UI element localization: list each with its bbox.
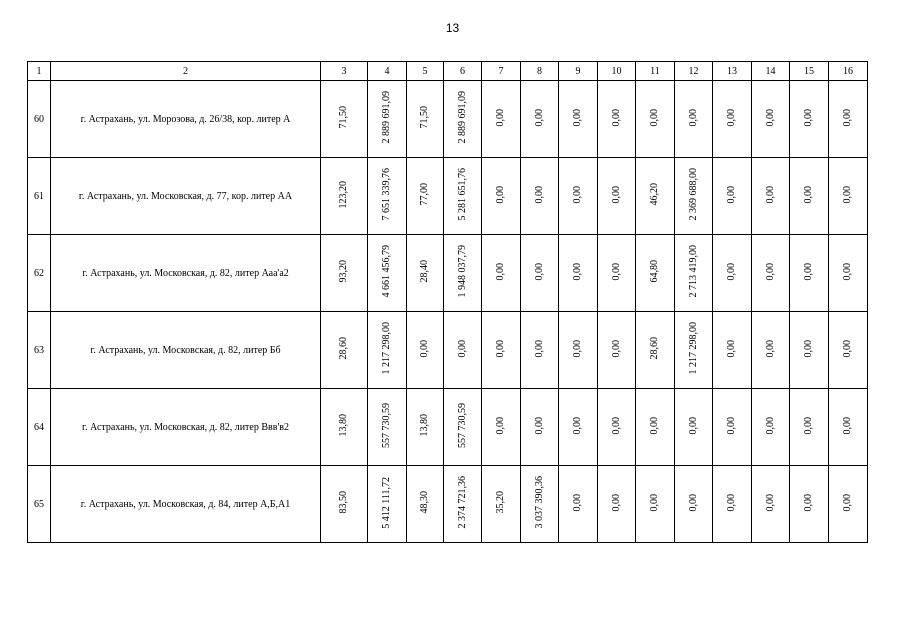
value-cell <box>752 235 790 312</box>
value-text: 0,00 <box>803 185 814 204</box>
value-text: 28,40 <box>419 260 430 283</box>
value-cell <box>559 466 598 543</box>
value-cell <box>636 466 675 543</box>
value-text: 0,00 <box>764 416 776 435</box>
value-cell <box>713 312 752 389</box>
column-header: 12 <box>675 62 713 81</box>
column-header: 10 <box>598 62 636 81</box>
table-row <box>28 389 868 466</box>
value-text: 0,00 <box>495 185 506 204</box>
value-text: 0,00 <box>764 185 776 204</box>
value-text: 93,20 <box>338 260 349 283</box>
value-cell <box>675 235 713 312</box>
value-cell <box>829 81 868 158</box>
value-text: 71,50 <box>419 106 430 129</box>
value-text: 48,30 <box>419 491 430 514</box>
value-text: 0,00 <box>572 262 583 281</box>
value-text: 1 217 298,00 <box>687 322 699 375</box>
value-text: 83,50 <box>338 491 349 514</box>
value-text: 123,20 <box>338 180 349 209</box>
value-cell <box>368 466 407 543</box>
value-cell <box>675 312 713 389</box>
row-number: 62 <box>28 235 51 312</box>
value-text: 3 037 390,36 <box>533 476 545 529</box>
value-cell <box>675 158 713 235</box>
row-number: 65 <box>28 466 51 543</box>
value-cell <box>829 235 868 312</box>
value-text: 0,00 <box>572 185 583 204</box>
address-cell: г. Астрахань, ул. Московская, д. 82, литер Ввв'в2 <box>51 389 321 466</box>
column-header: 14 <box>752 62 790 81</box>
value-cell <box>790 312 829 389</box>
value-cell <box>636 235 675 312</box>
address-cell: г. Астрахань, ул. Московская, д. 82, литер Ааа'а2 <box>51 235 321 312</box>
column-header: 3 <box>321 62 368 81</box>
value-text: 71,50 <box>338 106 349 129</box>
value-cell <box>559 312 598 389</box>
row-number: 61 <box>28 158 51 235</box>
value-cell <box>521 389 559 466</box>
value-cell <box>482 81 521 158</box>
column-header: 11 <box>636 62 675 81</box>
value-cell <box>790 466 829 543</box>
value-cell <box>598 81 636 158</box>
value-cell <box>829 389 868 466</box>
value-text: 0,00 <box>726 493 737 512</box>
value-cell <box>790 158 829 235</box>
value-cell <box>636 312 675 389</box>
table-row <box>28 235 868 312</box>
value-cell <box>407 235 444 312</box>
column-header: 9 <box>559 62 598 81</box>
value-text: 0,00 <box>649 493 660 512</box>
value-text: 0,00 <box>726 339 737 358</box>
value-cell <box>482 235 521 312</box>
value-cell <box>829 312 868 389</box>
value-text: 0,00 <box>842 493 853 512</box>
value-text: 0,00 <box>764 493 776 512</box>
column-header: 4 <box>368 62 407 81</box>
value-text: 2 374 721,36 <box>456 476 468 529</box>
value-cell <box>598 158 636 235</box>
value-text: 28,60 <box>338 337 349 360</box>
value-cell <box>482 466 521 543</box>
value-cell <box>444 389 482 466</box>
value-text: 4 661 456,79 <box>381 245 392 298</box>
value-cell <box>321 389 368 466</box>
value-cell <box>598 466 636 543</box>
value-cell <box>407 466 444 543</box>
value-text: 0,00 <box>533 262 545 281</box>
value-text: 0,00 <box>649 416 660 435</box>
value-text: 2 889 691,09 <box>381 91 392 144</box>
value-cell <box>321 466 368 543</box>
value-cell <box>713 389 752 466</box>
value-cell <box>368 158 407 235</box>
value-text: 2 889 691,09 <box>456 91 468 144</box>
value-cell <box>713 158 752 235</box>
value-cell <box>321 312 368 389</box>
value-text: 35,20 <box>495 491 506 514</box>
value-cell <box>598 312 636 389</box>
value-text: 0,00 <box>533 416 545 435</box>
column-header: 1 <box>28 62 51 81</box>
value-cell <box>636 81 675 158</box>
value-cell <box>521 466 559 543</box>
value-text: 64,80 <box>649 260 660 283</box>
value-cell <box>829 466 868 543</box>
value-text: 2 369 688,00 <box>687 168 699 221</box>
value-text: 0,00 <box>803 416 814 435</box>
value-cell <box>752 466 790 543</box>
value-cell <box>752 81 790 158</box>
value-cell <box>636 389 675 466</box>
address-cell: г. Астрахань, ул. Московская, д. 82, литер Бб <box>51 312 321 389</box>
value-text: 0,00 <box>533 185 545 204</box>
column-header: 2 <box>51 62 321 81</box>
value-cell <box>713 235 752 312</box>
value-text: 0,00 <box>687 416 699 435</box>
value-text: 5 281 651,76 <box>456 168 468 221</box>
value-text: 0,00 <box>649 108 660 127</box>
value-text: 0,00 <box>572 416 583 435</box>
table-row <box>28 312 868 389</box>
value-cell <box>444 312 482 389</box>
table-row <box>28 81 868 158</box>
value-text: 0,00 <box>495 108 506 127</box>
value-cell <box>444 235 482 312</box>
value-cell <box>790 81 829 158</box>
value-text: 13,80 <box>419 414 430 437</box>
value-text: 77,00 <box>419 183 430 206</box>
value-text: 0,00 <box>572 493 583 512</box>
value-cell <box>444 158 482 235</box>
value-text: 0,00 <box>610 493 622 512</box>
row-number: 60 <box>28 81 51 158</box>
address-cell: г. Астрахань, ул. Морозова, д. 26/38, кор. литер А <box>51 81 321 158</box>
value-text: 0,00 <box>726 185 737 204</box>
value-text: 0,00 <box>842 185 853 204</box>
value-cell <box>559 158 598 235</box>
value-cell <box>321 235 368 312</box>
value-text: 0,00 <box>803 108 814 127</box>
value-cell <box>521 312 559 389</box>
value-text: 0,00 <box>495 262 506 281</box>
value-cell <box>407 158 444 235</box>
value-text: 0,00 <box>495 339 506 358</box>
value-cell <box>675 466 713 543</box>
value-text: 28,60 <box>649 337 660 360</box>
value-cell <box>321 158 368 235</box>
value-text: 7 651 339,76 <box>381 168 392 221</box>
value-cell <box>752 389 790 466</box>
column-header: 16 <box>829 62 868 81</box>
column-header: 8 <box>521 62 559 81</box>
table-row <box>28 466 868 543</box>
value-text: 5 412 111,72 <box>381 476 392 529</box>
column-header: 5 <box>407 62 444 81</box>
property-register-table <box>27 61 868 543</box>
value-text: 0,00 <box>764 108 776 127</box>
value-cell <box>598 235 636 312</box>
value-text: 0,00 <box>610 262 622 281</box>
value-cell <box>790 389 829 466</box>
value-text: 0,00 <box>572 339 583 358</box>
value-text: 0,00 <box>842 108 853 127</box>
value-cell <box>368 312 407 389</box>
value-text: 0,00 <box>842 262 853 281</box>
value-text: 0,00 <box>495 416 506 435</box>
value-text: 0,00 <box>842 339 853 358</box>
address-cell: г. Астрахань, ул. Московская, д. 77, кор. литер АА <box>51 158 321 235</box>
value-cell <box>598 389 636 466</box>
value-cell <box>407 389 444 466</box>
page-number: 13 <box>445 21 460 35</box>
value-text: 1 217 298,00 <box>381 322 392 375</box>
value-cell <box>482 158 521 235</box>
value-text: 0,00 <box>610 339 622 358</box>
value-text: 2 713 419,00 <box>687 245 699 298</box>
row-number: 63 <box>28 312 51 389</box>
value-text: 0,00 <box>803 339 814 358</box>
value-cell <box>407 312 444 389</box>
column-header: 7 <box>482 62 521 81</box>
value-text: 0,00 <box>456 339 468 358</box>
value-cell <box>559 389 598 466</box>
value-cell <box>368 389 407 466</box>
value-cell <box>482 312 521 389</box>
column-header: 13 <box>713 62 752 81</box>
column-header: 6 <box>444 62 482 81</box>
value-text: 0,00 <box>764 339 776 358</box>
value-cell <box>675 389 713 466</box>
value-text: 0,00 <box>572 108 583 127</box>
value-text: 0,00 <box>419 339 430 358</box>
value-text: 0,00 <box>610 108 622 127</box>
value-text: 0,00 <box>687 493 699 512</box>
value-text: 1 948 037,79 <box>456 245 468 298</box>
value-text: 0,00 <box>842 416 853 435</box>
value-cell <box>790 235 829 312</box>
value-text: 46,20 <box>649 183 660 206</box>
value-cell <box>444 81 482 158</box>
value-cell <box>559 81 598 158</box>
value-text: 13,80 <box>338 414 349 437</box>
value-cell <box>559 235 598 312</box>
value-cell <box>713 81 752 158</box>
address-cell: г. Астрахань, ул. Московская, д. 84, литер А,Б,А1 <box>51 466 321 543</box>
value-text: 0,00 <box>687 108 699 127</box>
value-text: 557 730,59 <box>381 403 392 448</box>
value-text: 0,00 <box>610 416 622 435</box>
value-cell <box>752 312 790 389</box>
value-cell <box>675 81 713 158</box>
value-cell <box>521 235 559 312</box>
value-text: 0,00 <box>764 262 776 281</box>
value-cell <box>407 81 444 158</box>
value-cell <box>521 81 559 158</box>
value-cell <box>368 81 407 158</box>
value-cell <box>521 158 559 235</box>
value-cell <box>482 389 521 466</box>
column-header: 15 <box>790 62 829 81</box>
header-row <box>28 62 868 81</box>
value-text: 0,00 <box>610 185 622 204</box>
value-text: 0,00 <box>726 416 737 435</box>
value-text: 0,00 <box>533 108 545 127</box>
value-cell <box>636 158 675 235</box>
value-text: 0,00 <box>803 493 814 512</box>
value-cell <box>444 466 482 543</box>
value-cell <box>368 235 407 312</box>
value-cell <box>829 158 868 235</box>
table-row <box>28 158 868 235</box>
value-text: 0,00 <box>726 108 737 127</box>
table-body <box>28 62 868 543</box>
value-text: 0,00 <box>726 262 737 281</box>
value-text: 557 730,59 <box>456 403 468 448</box>
value-cell <box>752 158 790 235</box>
row-number: 64 <box>28 389 51 466</box>
value-text: 0,00 <box>803 262 814 281</box>
value-cell <box>321 81 368 158</box>
value-cell <box>713 466 752 543</box>
value-text: 0,00 <box>533 339 545 358</box>
